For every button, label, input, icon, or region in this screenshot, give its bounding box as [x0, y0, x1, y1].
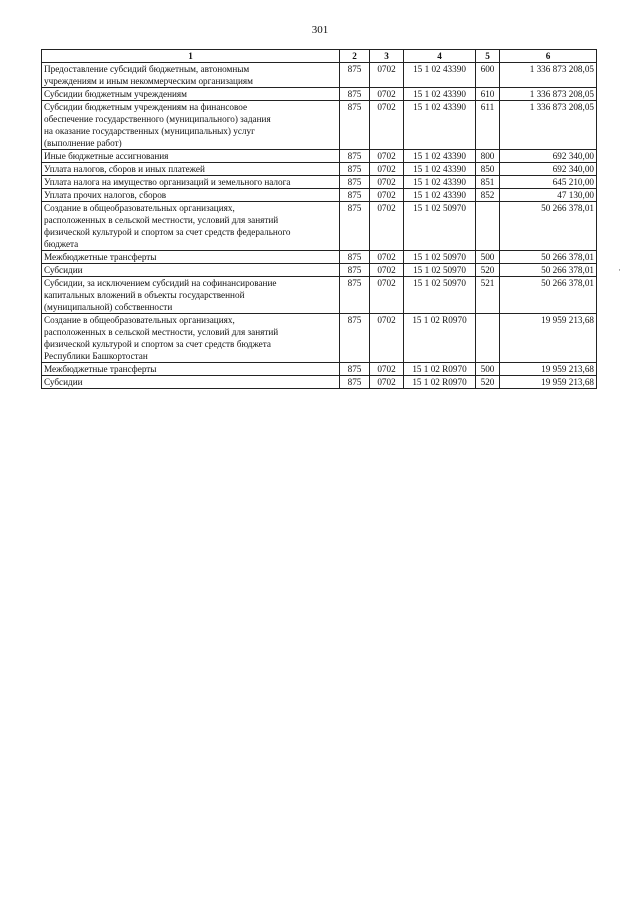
row-amount-cell: 50 266 378,01	[500, 251, 597, 264]
row-target-article-cell: 15 1 02 43390	[404, 150, 476, 163]
table-row	[42, 88, 597, 101]
row-target-article-cell: 15 1 02 50970	[404, 277, 476, 314]
column-header: 6	[500, 50, 597, 63]
row-name-cell: Субсидии	[42, 264, 340, 277]
row-name-cell: Уплата налога на имущество организаций и земельного налога	[42, 176, 340, 189]
row-amount-cell: 692 340,00	[500, 150, 597, 163]
row-expense-type-cell: 852	[476, 189, 500, 202]
table-row	[42, 277, 597, 314]
table-row	[42, 376, 597, 389]
row-section-code-cell: 0702	[370, 202, 404, 251]
row-ministry-code-cell: 875	[340, 163, 370, 176]
row-ministry-code-cell: 875	[340, 88, 370, 101]
row-target-article-cell: 15 1 02 R0970	[404, 376, 476, 389]
table-row	[42, 202, 597, 251]
row-section-code-cell: 0702	[370, 88, 404, 101]
row-ministry-code-cell: 875	[340, 150, 370, 163]
table-row	[42, 189, 597, 202]
row-ministry-code-cell: 875	[340, 251, 370, 264]
row-target-article-cell: 15 1 02 50970	[404, 251, 476, 264]
row-amount-cell: 645 210,00	[500, 176, 597, 189]
column-header: 1	[42, 50, 340, 63]
row-target-article-cell: 15 1 02 50970	[404, 264, 476, 277]
table-row	[42, 63, 597, 88]
row-ministry-code-cell: 875	[340, 264, 370, 277]
row-name-cell: Субсидии	[42, 376, 340, 389]
row-amount-cell: 1 336 873 208,05	[500, 88, 597, 101]
table-row	[42, 314, 597, 363]
row-amount-cell: 1 336 873 208,05	[500, 63, 597, 88]
row-expense-type-cell: 521	[476, 277, 500, 314]
row-expense-type-cell	[476, 314, 500, 363]
column-header: 4	[404, 50, 476, 63]
row-section-code-cell: 0702	[370, 176, 404, 189]
row-amount-cell: 19 959 213,68	[500, 314, 597, 363]
row-ministry-code-cell: 875	[340, 314, 370, 363]
scan-edge-mark: ·	[618, 265, 621, 275]
row-section-code-cell: 0702	[370, 264, 404, 277]
row-expense-type-cell: 610	[476, 88, 500, 101]
row-target-article-cell: 15 1 02 43390	[404, 176, 476, 189]
table-header-row	[42, 50, 597, 63]
row-section-code-cell: 0702	[370, 277, 404, 314]
table-row	[42, 163, 597, 176]
row-name-cell: Уплата прочих налогов, сборов	[42, 189, 340, 202]
row-section-code-cell: 0702	[370, 101, 404, 150]
row-name-cell: Создание в общеобразовательных организациях, расположенных в сельской местности, условий для занятий физической культурой и спортом за счет средств бюджета Республики Башкортостан	[42, 314, 340, 363]
row-ministry-code-cell: 875	[340, 176, 370, 189]
budget-table	[41, 49, 597, 389]
column-header: 3	[370, 50, 404, 63]
row-section-code-cell: 0702	[370, 314, 404, 363]
row-ministry-code-cell: 875	[340, 189, 370, 202]
table-row	[42, 251, 597, 264]
row-target-article-cell: 15 1 02 R0970	[404, 363, 476, 376]
row-expense-type-cell: 500	[476, 363, 500, 376]
row-expense-type-cell: 520	[476, 376, 500, 389]
row-ministry-code-cell: 875	[340, 277, 370, 314]
row-amount-cell: 50 266 378,01	[500, 264, 597, 277]
row-target-article-cell: 15 1 02 50970	[404, 202, 476, 251]
row-amount-cell: 19 959 213,68	[500, 376, 597, 389]
row-name-cell: Субсидии, за исключением субсидий на софинансирование капитальных вложений в объекты государственной (муниципальной) собственности	[42, 277, 340, 314]
row-section-code-cell: 0702	[370, 376, 404, 389]
row-amount-cell: 1 336 873 208,05	[500, 101, 597, 150]
row-expense-type-cell: 520	[476, 264, 500, 277]
row-section-code-cell: 0702	[370, 150, 404, 163]
row-ministry-code-cell: 875	[340, 376, 370, 389]
row-section-code-cell: 0702	[370, 163, 404, 176]
row-ministry-code-cell: 875	[340, 101, 370, 150]
row-amount-cell: 19 959 213,68	[500, 363, 597, 376]
table-row	[42, 101, 597, 150]
row-name-cell: Субсидии бюджетным учреждениям на финансовое обеспечение государственного (муниципального) задания на оказание государственных (муниципальных) услуг (выполнение работ)	[42, 101, 340, 150]
row-target-article-cell: 15 1 02 43390	[404, 88, 476, 101]
row-section-code-cell: 0702	[370, 189, 404, 202]
table-row	[42, 150, 597, 163]
row-ministry-code-cell: 875	[340, 202, 370, 251]
row-target-article-cell: 15 1 02 43390	[404, 189, 476, 202]
row-section-code-cell: 0702	[370, 363, 404, 376]
column-header: 5	[476, 50, 500, 63]
row-ministry-code-cell: 875	[340, 63, 370, 88]
row-name-cell: Уплата налогов, сборов и иных платежей	[42, 163, 340, 176]
row-name-cell: Предоставление субсидий бюджетным, автономным учреждениям и иным некоммерческим организациям	[42, 63, 340, 88]
table-row	[42, 363, 597, 376]
table-row	[42, 176, 597, 189]
row-expense-type-cell: 851	[476, 176, 500, 189]
column-header: 2	[340, 50, 370, 63]
row-target-article-cell: 15 1 02 43390	[404, 63, 476, 88]
row-expense-type-cell	[476, 202, 500, 251]
row-expense-type-cell: 500	[476, 251, 500, 264]
row-ministry-code-cell: 875	[340, 363, 370, 376]
row-expense-type-cell: 611	[476, 101, 500, 150]
row-expense-type-cell: 850	[476, 163, 500, 176]
row-expense-type-cell: 800	[476, 150, 500, 163]
row-section-code-cell: 0702	[370, 63, 404, 88]
row-name-cell: Иные бюджетные ассигнования	[42, 150, 340, 163]
row-target-article-cell: 15 1 02 43390	[404, 101, 476, 150]
row-name-cell: Межбюджетные трансферты	[42, 363, 340, 376]
row-section-code-cell: 0702	[370, 251, 404, 264]
row-name-cell: Межбюджетные трансферты	[42, 251, 340, 264]
table-row	[42, 264, 597, 277]
row-amount-cell: 50 266 378,01	[500, 277, 597, 314]
page-number: 301	[311, 24, 329, 36]
row-name-cell: Создание в общеобразовательных организациях, расположенных в сельской местности, условий для занятий физической культурой и спортом за счет средств федерального бюджета	[42, 202, 340, 251]
row-amount-cell: 50 266 378,01	[500, 202, 597, 251]
row-amount-cell: 47 130,00	[500, 189, 597, 202]
row-expense-type-cell: 600	[476, 63, 500, 88]
row-target-article-cell: 15 1 02 43390	[404, 163, 476, 176]
row-target-article-cell: 15 1 02 R0970	[404, 314, 476, 363]
row-amount-cell: 692 340,00	[500, 163, 597, 176]
row-name-cell: Субсидии бюджетным учреждениям	[42, 88, 340, 101]
